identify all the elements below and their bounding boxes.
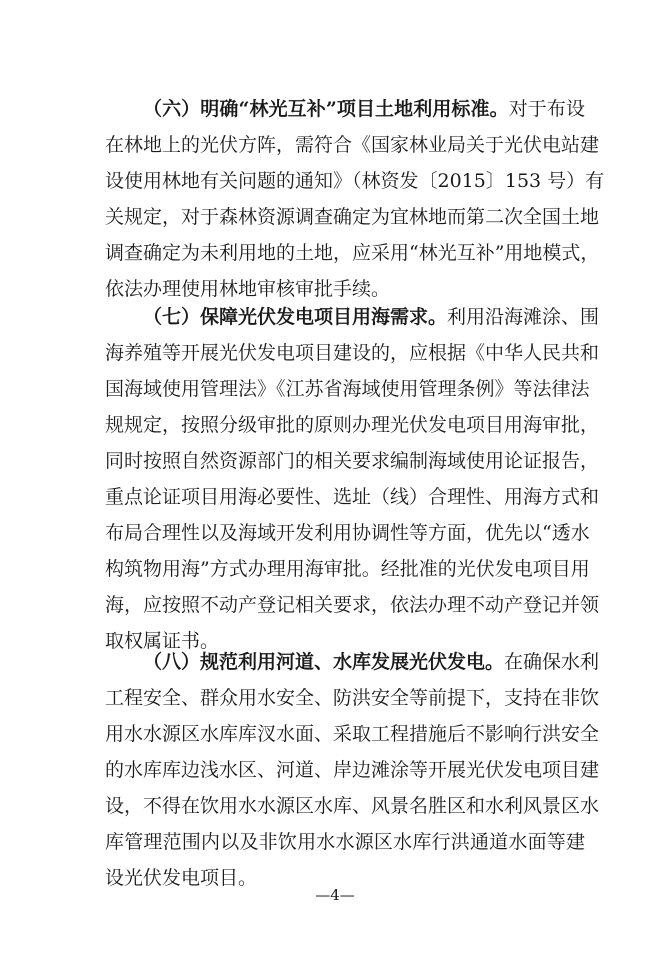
- paragraph-line: 调查确定为未利用地的土地，应采用“林光互补”用地模式，: [105, 242, 600, 264]
- paragraph-line: 在林地上的光伏方阵，需符合《国家林业局关于光伏电站建: [105, 134, 600, 156]
- paragraph-line: 的水库库边浅水区、河道、岸边滩涂等开展光伏发电项目建: [105, 759, 600, 781]
- section-7-line-1: [143, 300, 600, 334]
- section-6-line-1: [143, 92, 585, 126]
- section-6-text: 对于布设: [508, 98, 585, 120]
- paragraph-line: 海，应按照不动产登记相关要求，依法办理不动产登记并领: [105, 594, 600, 616]
- paragraph-line: 设使用林地有关问题的通知》（林资发〔2015〕153 号）有: [105, 170, 605, 192]
- section-7-heading: （七）保障光伏发电项目用海需求。: [143, 306, 448, 328]
- paragraph-line: 依法办理使用林地审核审批手续。: [105, 278, 391, 300]
- section-8-line-1: [143, 645, 600, 679]
- paragraph-line: 同时按照自然资源部门的相关要求编制海域使用论证报告，: [105, 450, 600, 472]
- paragraph-line: 规规定，按照分级审批的原则办理光伏发电项目用海审批，: [105, 414, 600, 436]
- paragraph-line: 取权属证书。: [105, 630, 220, 652]
- paragraph-line: 设，不得在饮用水水源区水库、风景名胜区和水利风景区水: [105, 795, 600, 817]
- paragraph-line: 库管理范围内以及非饮用水水源区水库行洪通道水面等建: [105, 831, 585, 853]
- paragraph-line: 设光伏发电项目。: [105, 867, 258, 889]
- paragraph-line: 关规定，对于森林资源调查确定为宜林地而第二次全国土地: [105, 206, 600, 228]
- section-6-heading: （六）明确“林光互补”项目土地利用标准。: [143, 98, 509, 120]
- paragraph-line: 布局合理性以及海域开发利用协调性等方面，优先以“透水: [105, 522, 590, 544]
- paragraph-line: 海养殖等开展光伏发电项目建设的，应根据《中华人民共和: [105, 342, 600, 364]
- paragraph-line: 构筑物用海”方式办理用海审批。经批准的光伏发电项目用: [105, 558, 590, 580]
- section-7-text: 利用沿海滩涂、围: [447, 306, 600, 328]
- paragraph-line: 国海域使用管理法》《江苏省海域使用管理条例》等法律法: [105, 378, 590, 400]
- paragraph-line: 工程安全、群众用水安全、防洪安全等前提下，支持在非饮: [105, 687, 600, 709]
- paragraph-line: 重点论证项目用海必要性、选址（线）合理性、用海方式和: [105, 486, 600, 508]
- section-8-text: 在确保水利: [504, 651, 600, 673]
- section-8-heading: （八）规范利用河道、水库发展光伏发电。: [143, 651, 505, 673]
- page-number: —4—: [315, 886, 355, 904]
- paragraph-line: 用水水源区水库库汊水面、采取工程措施后不影响行洪安全: [105, 723, 600, 745]
